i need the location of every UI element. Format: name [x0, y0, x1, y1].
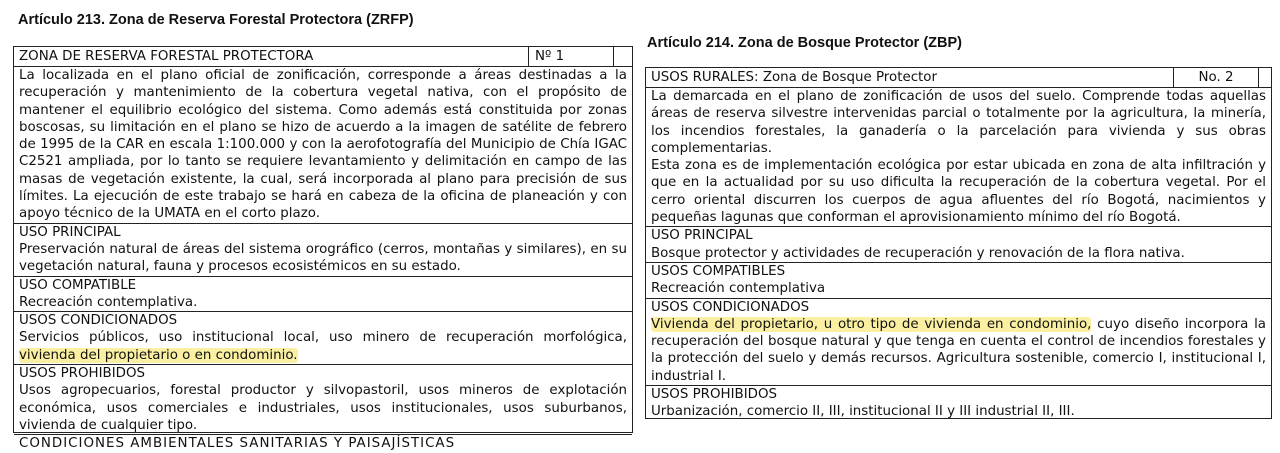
zbp-table	[645, 67, 1272, 419]
highlighted-text: vivienda del propietario o en condominio.	[19, 347, 298, 363]
section-text: Bosque protector y actividades de recuperación y renovación de la flora nativa.	[651, 245, 1185, 261]
section-text	[19, 329, 627, 364]
description-text: La demarcada en el plano de zonificación de usos del suelo. Comprende todas aquellas áreas de reserva silvestre intervenidas parcial o totalmente por la agricultura, la minería, los incendios forestales, la ganadería o la parcelación para vivienda y sus obras complementarias.	[651, 89, 1266, 156]
zone-name: USOS RURALES: Zona de Bosque Protector	[651, 70, 938, 85]
section-text: Usos agropecuarios, forestal productor y silvopastoril, usos mineros de explotación económica, usos comerciales e industriales, usos institucionales, usos suburbanos, vivienda de cualquier tipo.	[19, 383, 627, 433]
section-title: USO PRINCIPAL	[651, 228, 753, 244]
cutoff-next-row: CONDICIONES AMBIENTALES SANITARIAS Y PAISAJÍSTICAS	[19, 436, 456, 452]
section-title: USOS CONDICIONADOS	[19, 313, 178, 329]
section-text	[651, 316, 1266, 385]
conditioned-text: cuyo diseño incorpora la recuperación del bosque natural y que tenga en cuenta el control de incendios forestales y la protección del suelo y demás recursos. Agricultura sostenible, comercio I, institucional I, industrial I.	[651, 316, 1267, 384]
section-title: USO PRINCIPAL	[19, 224, 121, 240]
section-text: Recreación contemplativa.	[19, 294, 198, 310]
section-title: USOS COMPATIBLES	[651, 263, 786, 279]
section-text: Recreación contemplativa	[651, 281, 826, 297]
section-title: USOS PROHIBIDOS	[19, 366, 146, 382]
section-title: USO COMPATIBLE	[19, 277, 137, 293]
zone-description	[646, 88, 1271, 227]
usos-condicionados-section	[14, 312, 632, 365]
zone-name: ZONA DE RESERVA FORESTAL PROTECTORA	[19, 49, 314, 64]
article-213-title: Artículo 213. Zona de Reserva Forestal Protectora (ZRFP)	[18, 12, 414, 28]
highlighted-text: Vivienda del propietario, u otro tipo de vivienda en condominio,	[651, 316, 1092, 332]
usos-prohibidos-section	[14, 365, 632, 435]
zone-description	[14, 67, 632, 224]
header-spacer	[1258, 68, 1271, 87]
usos-condicionados-section	[646, 299, 1271, 386]
zrfp-table	[13, 46, 633, 452]
zone-number: No. 2	[1173, 68, 1258, 87]
conditioned-text: Servicios públicos, uso institucional local, uso minero de recuperación morfológica,	[19, 330, 627, 346]
usos-compatibles-section	[646, 263, 1271, 299]
description-text: La localizada en el plano oficial de zonificación, corresponde a áreas destinadas a la recuperación y mantenimiento de la cobertura vegetal nativa, con el propósito de mantener el equilibrio ecológico del sistema. Como además está constituida por zonas boscosas, su limitación en el plano se hizo de acuerdo a la imagen de satélite de febrero de 1995 de la CAR en escala 1:100.000 y con la aerofotografía del Municipio de Chía IGAC C2521 ampliada, por lo tanto se requiere levantamiento y delimitación en campo de las masas de vegetación existente, la cual, será incorporada al plano para precisión de sus límites. La ejecución de este trabajo se hará en cabeza de la oficina de planeación y con apoyo técnico de la UMATA en el corto plazo.	[19, 68, 627, 222]
uso-compatible-section	[14, 277, 632, 313]
section-title: USOS PROHIBIDOS	[651, 387, 778, 403]
zbp-table-header	[646, 68, 1271, 88]
usos-prohibidos-section	[646, 386, 1271, 421]
zrfp-table-header	[14, 47, 632, 67]
section-text: Preservación natural de áreas del sistema orográfico (cerros, montañas y similares), en su vegetación natural, fauna y procesos ecosistémicos en su estado.	[19, 241, 627, 275]
section-title: USOS CONDICIONADOS	[651, 299, 810, 315]
zone-number: Nº 1	[528, 47, 613, 66]
description-text: Esta zona es de implementación ecológica por estar ubicada en zona de alta infiltración y que en la actualidad por su uso dificulta la recuperación de la cobertura vegetal. Por el cerro oriental discurren los cuerpos de agua afluentes del río Bogotá, nacimientos y pequeñas lagunas que conforman el aprovisionamiento mínimo del río Bogotá.	[651, 158, 1266, 226]
section-text: Urbanización, comercio II, III, institucional II y III industrial II, III.	[651, 404, 1075, 420]
article-214-title: Artículo 214. Zona de Bosque Protector (ZBP)	[647, 35, 963, 51]
uso-principal-section	[14, 224, 632, 277]
header-spacer	[613, 47, 632, 66]
uso-principal-section	[646, 227, 1271, 263]
